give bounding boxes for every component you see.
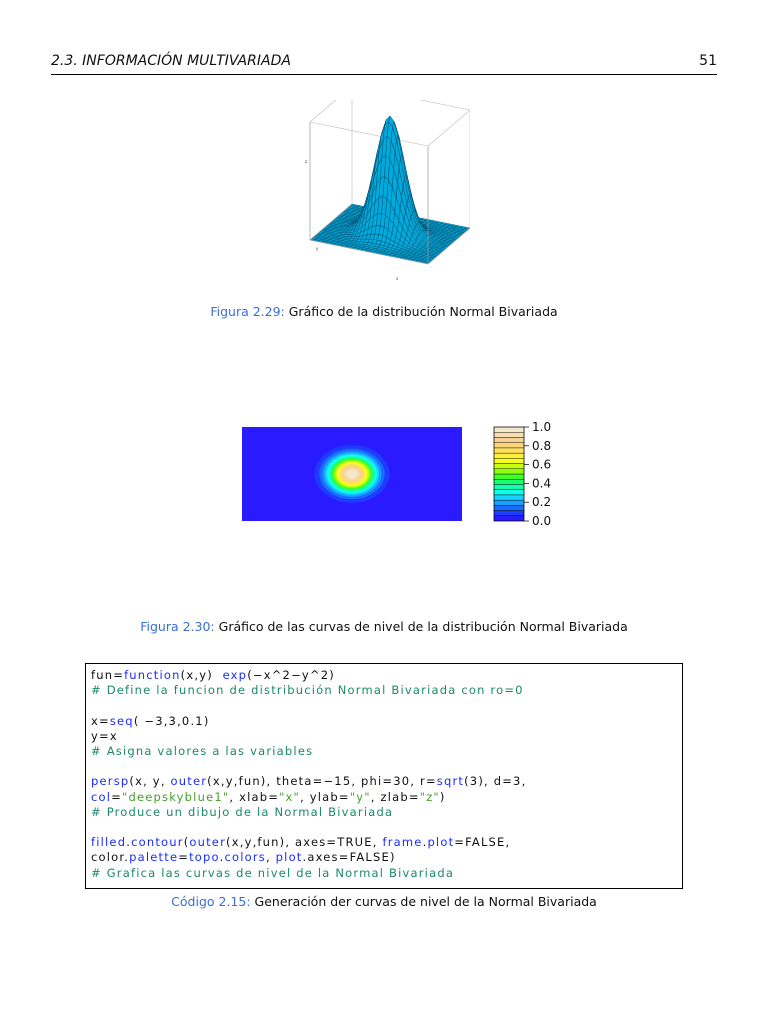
key-tick-label: 0.2 bbox=[532, 495, 552, 510]
header-rule bbox=[51, 74, 717, 75]
key-band bbox=[494, 469, 524, 474]
code-string: "x" bbox=[279, 789, 301, 804]
axis-label-z: z bbox=[305, 159, 308, 164]
key-band bbox=[494, 479, 524, 484]
axis-label-y: y bbox=[316, 246, 319, 251]
code-caption-2-15 bbox=[0, 894, 768, 909]
code-keyword: persp bbox=[91, 774, 130, 789]
code-text: ( bbox=[183, 835, 190, 850]
code-line bbox=[91, 774, 526, 789]
key-band bbox=[494, 448, 524, 453]
code-text: . bbox=[219, 850, 225, 865]
section-title: 2.3. INFORMACIÓN MULTIVARIADA bbox=[51, 53, 291, 69]
key-tick-label: 1.0 bbox=[532, 420, 552, 434]
code-text: , ylab= bbox=[300, 789, 350, 804]
code-comment: # Asigna valores a las variables bbox=[91, 744, 314, 758]
key-tick-label: 0.4 bbox=[532, 476, 552, 491]
code-text: , zlab= bbox=[370, 789, 420, 804]
filled-contour-plot bbox=[242, 427, 462, 521]
code-text: . bbox=[126, 835, 132, 850]
code-text: = bbox=[178, 850, 190, 865]
box-edge bbox=[428, 110, 470, 146]
axis-label-x: x bbox=[396, 276, 399, 281]
code-string: "deepskyblue1" bbox=[122, 789, 230, 804]
code-text: =FALSE, bbox=[454, 835, 511, 850]
code-text: , bbox=[265, 850, 276, 865]
code-text: fun= bbox=[91, 668, 125, 682]
key-band bbox=[494, 490, 524, 495]
box-edge bbox=[352, 100, 470, 110]
key-band bbox=[494, 443, 524, 448]
code-text: .axes=FALSE) bbox=[302, 850, 396, 865]
code-keyword: sqrt bbox=[436, 774, 465, 789]
key-band bbox=[494, 427, 524, 432]
code-label: Código 2.15: bbox=[171, 894, 251, 909]
code-text: (−x^2−y^2) bbox=[247, 668, 335, 682]
code-keyword: palette bbox=[129, 850, 179, 865]
code-keyword: outer bbox=[170, 774, 208, 789]
code-line bbox=[91, 866, 454, 881]
figure-caption-2-29 bbox=[0, 304, 768, 319]
key-tick-label: 0.6 bbox=[532, 457, 552, 472]
figure-label: Figura 2.30: bbox=[140, 619, 215, 634]
key-band bbox=[494, 432, 524, 437]
code-keyword: outer bbox=[189, 835, 227, 850]
key-band bbox=[494, 505, 524, 510]
key-band bbox=[494, 484, 524, 489]
code-keyword: function bbox=[124, 668, 181, 682]
key-band bbox=[494, 464, 524, 469]
code-text: . bbox=[422, 835, 428, 850]
code-keyword: plot bbox=[427, 835, 455, 850]
code-keyword: exp bbox=[222, 668, 248, 682]
key-band bbox=[494, 474, 524, 479]
key-band bbox=[494, 453, 524, 458]
code-string: "y" bbox=[349, 789, 371, 804]
code-text: ( −3,3,0.1) bbox=[133, 713, 210, 728]
code-text: = bbox=[111, 789, 122, 804]
page-number: 51 bbox=[699, 53, 717, 69]
code-text: (x, y, bbox=[129, 774, 171, 789]
code-caption-text: Generación der curvas de nivel de la Normal Bivariada bbox=[254, 894, 597, 909]
code-line bbox=[91, 744, 313, 759]
key-band bbox=[494, 516, 524, 521]
code-line bbox=[91, 790, 446, 805]
figure-caption-text: Gráfico de la distribución Normal Bivariada bbox=[288, 304, 558, 319]
code-text: y=x bbox=[91, 728, 118, 743]
key-band bbox=[494, 511, 524, 516]
key-band bbox=[494, 495, 524, 500]
code-keyword: plot bbox=[275, 850, 303, 865]
running-head bbox=[51, 53, 717, 73]
code-line bbox=[91, 729, 118, 744]
code-text: , xlab= bbox=[229, 789, 280, 804]
perspective-plot bbox=[298, 100, 470, 286]
code-listing bbox=[85, 663, 683, 889]
contour-band bbox=[347, 470, 358, 478]
code-string: "z" bbox=[419, 789, 440, 804]
code-line bbox=[91, 714, 210, 729]
code-keyword: contour bbox=[131, 835, 184, 850]
code-line bbox=[91, 683, 524, 698]
code-text: (x,y,fun), theta=−15, phi=30, r= bbox=[207, 774, 437, 789]
code-line bbox=[91, 805, 393, 820]
code-line bbox=[91, 835, 510, 850]
box-edge bbox=[310, 122, 428, 146]
code-comment: # Define la funcion de distribución Normal Bivariada con ro=0 bbox=[91, 683, 524, 698]
figure-caption-text: Gráfico de las curvas de nivel de la distribución Normal Bivariada bbox=[218, 619, 628, 634]
code-keyword: seq bbox=[109, 713, 134, 728]
code-text: (x,y,fun), axes=TRUE, bbox=[226, 835, 383, 850]
figure-label: Figura 2.29: bbox=[210, 304, 285, 319]
code-keyword: colors bbox=[224, 850, 266, 865]
code-keyword: filled bbox=[91, 835, 127, 850]
code-text: ) bbox=[439, 789, 446, 804]
code-text: color. bbox=[91, 850, 130, 865]
code-keyword: col bbox=[91, 789, 112, 804]
code-text: x= bbox=[91, 713, 110, 728]
figure-caption-2-30 bbox=[0, 619, 768, 634]
key-tick-label: 0.8 bbox=[532, 438, 552, 453]
code-comment: # Grafica las curvas de nivel de la Normal Bivariada bbox=[91, 865, 455, 880]
box-edge bbox=[310, 100, 352, 122]
key-band bbox=[494, 458, 524, 463]
code-keyword: topo bbox=[189, 850, 220, 865]
code-line bbox=[91, 668, 335, 683]
code-comment: # Produce un dibujo de la Normal Bivariada bbox=[91, 804, 394, 819]
code-text: (3), d=3, bbox=[464, 774, 527, 789]
code-keyword: frame bbox=[382, 835, 423, 850]
key-band bbox=[494, 500, 524, 505]
key-tick-label: 0.0 bbox=[532, 514, 552, 528]
color-key bbox=[490, 420, 580, 530]
code-text: (x,y) bbox=[180, 668, 223, 682]
code-line bbox=[91, 850, 396, 865]
key-band bbox=[494, 437, 524, 442]
